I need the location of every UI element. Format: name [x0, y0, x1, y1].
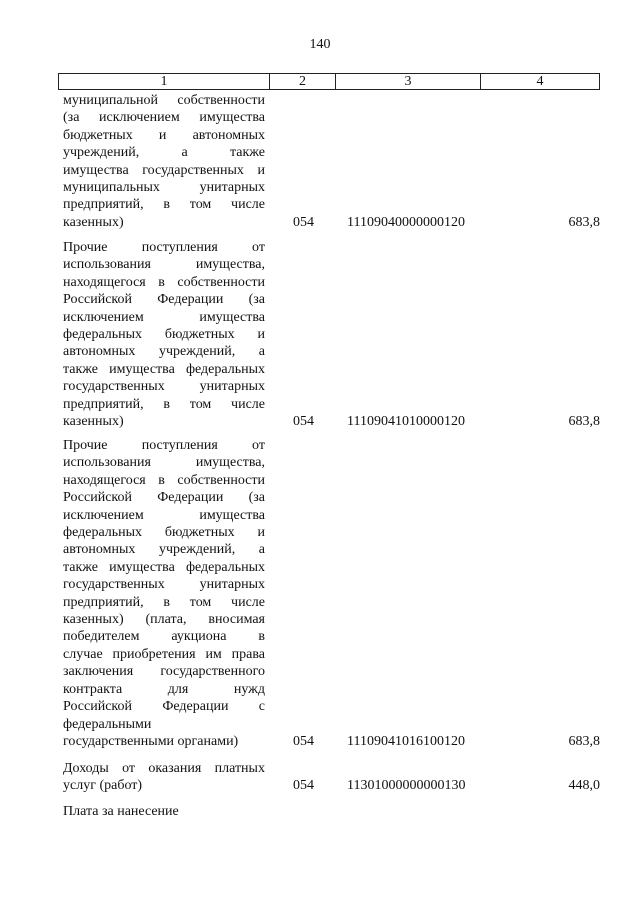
table-header — [58, 73, 600, 90]
row-description — [63, 239, 265, 430]
description-line: контракта для нужд — [63, 681, 265, 697]
table-row — [63, 760, 600, 795]
description-line: победителем аукциона в — [63, 629, 265, 645]
table-row — [63, 92, 600, 231]
description-line: государственных унитарных — [63, 379, 265, 395]
description-line: бюджетных и автономных — [63, 127, 265, 143]
row-amount: 683,8 — [568, 414, 600, 429]
description-line: предприятий, в том числе — [63, 396, 265, 412]
description-line: находящегося в собственности — [63, 274, 265, 290]
table-row — [63, 803, 600, 820]
description-line: казенных) — [63, 214, 124, 230]
row-code: 054 — [293, 733, 314, 749]
description-line: Российской Федерации (за — [63, 292, 265, 308]
description-line: муниципальной собственности — [63, 93, 265, 108]
header-col-2: 2 — [270, 74, 336, 89]
description-line: федеральных бюджетных и — [63, 525, 265, 541]
row-code: 054 — [293, 414, 314, 429]
description-line: исключением имущества — [63, 507, 265, 523]
description-line: также имущества федеральных — [63, 559, 265, 575]
description-line: федеральных бюджетных и — [63, 327, 265, 343]
row-code: 054 — [293, 778, 314, 794]
table-row — [63, 239, 600, 430]
header-col-1: 1 — [59, 74, 270, 89]
row-description — [63, 803, 265, 820]
description-line: казенных) (плата, вносимая — [63, 612, 265, 628]
header-col-4: 4 — [536, 73, 544, 89]
description-line: учреждений, а также — [63, 145, 265, 161]
description-line: казенных) — [63, 414, 124, 430]
description-line: Прочие поступления от — [63, 240, 265, 255]
description-line: имущества государственных и — [63, 162, 265, 178]
description-line: случае приобретения им права — [63, 646, 265, 662]
row-code: 054 — [293, 214, 314, 230]
description-line: Российской Федерации (за — [63, 490, 265, 506]
row-amount: 683,8 — [568, 214, 600, 230]
row-kbk: 11109041010000120 — [347, 414, 465, 429]
description-line: автономных учреждений, а — [63, 542, 265, 558]
row-kbk: 11109041016100120 — [347, 733, 465, 749]
description-line: (за исключением имущества — [63, 110, 265, 126]
description-line: предприятий, в том числе — [63, 197, 265, 213]
row-description — [63, 760, 265, 795]
row-amount: 448,0 — [568, 778, 600, 794]
description-line: использования имущества, — [63, 455, 265, 471]
description-line: Доходы от оказания платных — [63, 761, 265, 776]
row-description — [63, 437, 265, 750]
header-col-3: 3 — [336, 74, 481, 89]
description-line: Плата за нанесение — [63, 804, 179, 819]
description-line: Прочие поступления от — [63, 438, 265, 453]
description-line: услуг (работ) — [63, 778, 143, 794]
description-line: муниципальных унитарных — [63, 180, 265, 196]
description-line: государственными органами) — [63, 733, 239, 749]
description-line: автономных учреждений, а — [63, 344, 265, 360]
description-line: заключения государственного — [63, 664, 265, 680]
description-line: находящегося в собственности — [63, 472, 265, 488]
row-description — [63, 92, 265, 231]
description-line: государственных унитарных — [63, 577, 265, 593]
description-line: федеральными — [63, 716, 152, 732]
description-line: также имущества федеральных — [63, 361, 265, 377]
row-kbk: 11109040000000120 — [347, 214, 465, 230]
table-row — [63, 437, 600, 750]
row-kbk: 11301000000000130 — [347, 778, 466, 794]
row-amount: 683,8 — [568, 733, 600, 749]
description-line: Российской Федерации с — [63, 699, 265, 715]
description-line: использования имущества, — [63, 257, 265, 273]
description-line: предприятий, в том числе — [63, 594, 265, 610]
description-line: исключением имущества — [63, 309, 265, 325]
page-number: 140 — [309, 37, 331, 52]
